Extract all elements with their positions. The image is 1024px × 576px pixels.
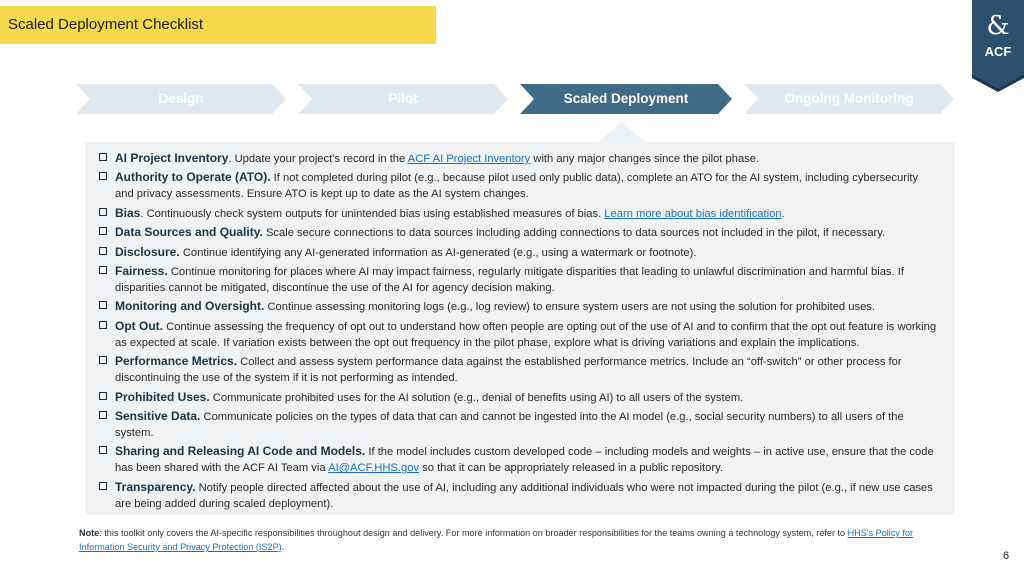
item-title: Data Sources and Quality. xyxy=(115,225,263,240)
note-end: . xyxy=(281,542,285,552)
item-link[interactable]: ACF AI Project Inventory xyxy=(407,153,531,165)
item-title: Monitoring and Oversight. xyxy=(115,299,265,314)
is2p-policy-link[interactable]: HHS's Policy for Information Security and Privacy Protection (IS2P) xyxy=(79,528,914,552)
checklist-panel xyxy=(85,142,955,515)
item-link[interactable]: Learn more about bias identification xyxy=(604,207,782,220)
step-scaled-deployment[interactable] xyxy=(520,84,732,114)
page-title: Scaled Deployment Checklist xyxy=(8,16,204,33)
step-design[interactable] xyxy=(76,84,286,114)
checklist-item xyxy=(99,169,939,202)
step-label: Pilot xyxy=(388,91,418,106)
step-label: Scaled Deployment xyxy=(563,91,689,106)
item-text: If not completed during pilot (e.g., because pilot used only public data), complete an ATO for the AI system, including cybersecurity and privacy assessments. Ensure ATO is kept up to date as the AI system changes. xyxy=(115,172,919,201)
active-step-pointer xyxy=(598,122,646,142)
item-text: Scale secure connections to data sources including adding connections to data sources not included in the pilot, if necessary. xyxy=(265,227,886,240)
checkbox-icon[interactable] xyxy=(99,446,107,454)
item-title: Bias xyxy=(115,205,141,220)
checklist-item xyxy=(99,205,939,222)
checklist-item xyxy=(99,443,939,476)
item-title: Sharing and Releasing AI Code and Models. xyxy=(115,444,366,459)
item-title: Authority to Operate (ATO). xyxy=(115,170,271,185)
item-text: Notify people directed affected about the use of AI, including any additional individuals who were not impacted during the pilot (e.g., if new use cases are being added during scaled deployment). xyxy=(115,481,933,510)
item-title: Opt Out. xyxy=(115,318,163,333)
item-text: If the model includes custom developed code – including models and weights – in active use, ensure that the code has been shared with the ACF AI Team via xyxy=(115,446,934,475)
checklist-item xyxy=(99,244,939,261)
logo-mark: & xyxy=(986,11,1010,41)
item-title: AI Project Inventory xyxy=(115,151,229,165)
item-text: Continue monitoring for places where AI may impact fairness, regularly mitigate disparities that leading to unlawful discrimination and harmful bias. If disparities cannot be mitigated, discontinue the use of the AI for agency decision making. xyxy=(115,265,904,294)
item-link[interactable]: AI@ACF.HHS.gov xyxy=(328,462,420,475)
item-text: Update your project's record in the xyxy=(234,153,408,165)
checkbox-icon[interactable] xyxy=(99,172,107,180)
item-title: Disclosure. xyxy=(115,244,180,259)
step-pilot[interactable] xyxy=(298,84,508,114)
item-title: Sensitive Data. xyxy=(115,408,201,423)
note-text: : this toolkit only covers the AI-specific responsibilities throughout design and delivery. For more information on broader responsibilities for the teams owning a technology system, refer to xyxy=(99,528,848,538)
checkbox-icon[interactable] xyxy=(99,153,107,161)
item-text-end: with any major changes since the pilot phase. xyxy=(530,153,760,165)
checkbox-icon[interactable] xyxy=(99,392,107,400)
item-title: Performance Metrics. xyxy=(115,354,238,369)
step-label: Design xyxy=(158,91,204,106)
checklist-item xyxy=(99,150,939,167)
item-text: Continue identifying any AI-generated information as AI-generated (e.g., using a watermark or footnote). xyxy=(182,246,697,259)
checklist-item xyxy=(99,389,939,406)
checkbox-icon[interactable] xyxy=(99,321,107,329)
footnote xyxy=(79,526,959,554)
item-text: Continue assessing monitoring logs (e.g., log review) to ensure system users are not using the solution for prohibited uses. xyxy=(267,301,876,314)
checklist xyxy=(99,150,939,514)
item-separator: . xyxy=(140,207,147,220)
checklist-item xyxy=(99,298,939,315)
item-title: Transparency. xyxy=(115,479,196,494)
item-text-end: so that it can be appropriately released in a public repository. xyxy=(419,462,723,475)
item-text: Continue assessing the frequency of opt out to understand how often people are opting out of the use of AI and to confirm that the opt out feature is working as expected at scale. If variation exists between the opt out frequency in the pilot phase, explore what is driving variations and explain the implications. xyxy=(115,320,937,349)
checkbox-icon[interactable] xyxy=(99,301,107,309)
step-ongoing-monitoring[interactable] xyxy=(744,84,954,114)
checkbox-icon[interactable] xyxy=(99,208,107,216)
item-text: Communicate policies on the types of data that can and cannot be ingested into the AI model (e.g., social security numbers) to all users of the system. xyxy=(115,410,904,439)
checklist-item xyxy=(99,408,939,441)
checkbox-icon[interactable] xyxy=(99,266,107,274)
checklist-item xyxy=(99,353,939,386)
acf-logo xyxy=(972,0,1024,92)
process-steps xyxy=(76,84,956,114)
item-text-end: . xyxy=(781,207,785,220)
item-separator: . xyxy=(228,153,235,165)
logo-text: ACF xyxy=(984,44,1012,59)
item-text: Continuously check system outputs for unintended bias using established measures of bias. xyxy=(146,207,605,220)
checkbox-icon[interactable] xyxy=(99,356,107,364)
checkbox-icon[interactable] xyxy=(99,411,107,419)
title-bar xyxy=(0,6,436,44)
checkbox-icon[interactable] xyxy=(99,247,107,255)
item-title: Prohibited Uses. xyxy=(115,389,210,404)
item-title: Fairness. xyxy=(115,263,168,278)
page-number: 6 xyxy=(1003,550,1010,562)
checklist-item xyxy=(99,479,939,512)
checkbox-icon[interactable] xyxy=(99,482,107,490)
checklist-item xyxy=(99,263,939,296)
note-label: Note xyxy=(79,528,100,538)
checklist-item xyxy=(99,224,939,241)
item-text: Communicate prohibited uses for the AI solution (e.g., denial of benefits using AI) to all users of the system. xyxy=(212,391,744,404)
step-label: Ongoing Monitoring xyxy=(784,91,914,106)
item-text: Collect and assess system performance data against the established performance metrics. Include an “off-switch” or other process for discontinuing the use of the system if it is not performing as intended. xyxy=(115,356,902,385)
checkbox-icon[interactable] xyxy=(99,227,107,235)
checklist-item xyxy=(99,318,939,351)
